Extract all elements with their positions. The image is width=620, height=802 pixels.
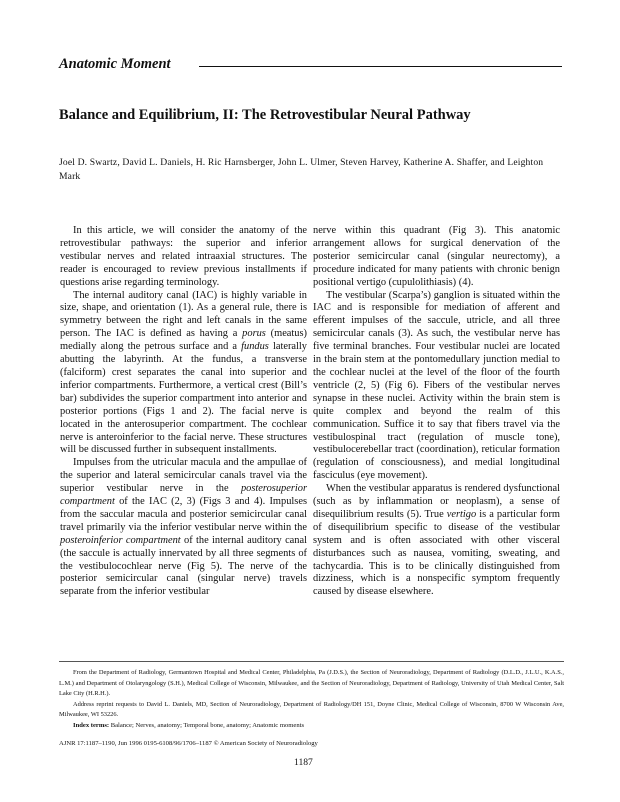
paragraph: The internal auditory canal (IAC) is highly variable in size, shape, and orientation (1). As a general rule, there is symmetry between the right and left canals in the same person. The IAC is defined as having a porus (meatus) medially along the petrous surface and a fundus laterally abutting the labyrinth. At the fundus, a transverse (falciform) crest separates the canal into superior and inferior compartments. Furthermore, a vertical crest (Bill’s bar) subdivides the superior compartment into anterior and posterior portions (Figs 1 and 2). The facial nerve is located in the anterosuperior compartment. The cochlear nerve is anteroinferior to the facial nerve. These structures will be discussed further in subsequent installments.	[60, 289, 308, 456]
paragraph: nerve within this quadrant (Fig 3). This anatomic arrangement allows for surgical denervation of the posterior semicircular canal (singular neurectomy), a procedure indicated for many patients with chronic benign positional vertigo (cupulolithiasis) (4).	[313, 225, 560, 288]
body-column-right	[313, 225, 560, 599]
author-list: Joel D. Swartz, David L. Daniels, H. Ric Harnsberger, John L. Ulmer, Steven Harvey, Katherine A. Shaffer, and Leighton Mark	[59, 157, 544, 182]
paragraph: In this article, we will consider the anatomy of the retrovestibular pathways: the superior and inferior vestibular nerves and related intraaxial structures. The reader is encouraged to review previous installments if questions arise regarding terminology.	[60, 225, 307, 288]
footnote-divider	[59, 661, 564, 662]
section-label: Anatomic Moment	[59, 56, 171, 72]
section-rule	[199, 66, 562, 67]
reprints-note: Address reprint requests to David L. Daniels, MD, Section of Neuroradiology, Department of Radiology/DH 151, Doyne Clinic, Medical College of Wisconsin, 8700 W Wisconsin Ave, Milwaukee, WI 53226.	[59, 700, 564, 718]
footnotes	[59, 668, 564, 731]
affiliations-note: From the Department of Radiology, Germantown Hospital and Medical Center, Philadelphia, Pa (J.D.S.), the Section of Neuroradiology, Department of Radiology (D.L.D., J.L.U., K.A.S., L.M.) and Department of Otolaryngology (S.H.), Medical College of Wisconsin, Milwaukee, and the Section of Neuroradiology, Department of Radiology, University of Utah Medical Center, Salt Lake City (H.R.H.).	[59, 669, 564, 697]
article-title: Balance and Equilibrium, II: The Retrovestibular Neural Pathway	[59, 107, 471, 123]
paragraph: When the vestibular apparatus is rendered dysfunctional (such as by inflammation or neoplasm), a sense of disequilibrium results (5). True vertigo is a particular form of disequilibrium specific to disease of the vestibular system and is often associated with other visceral disturbances such as nausea, vomiting, sweating, and tachycardia. This is to be clinically distinguished from dizziness, which is a nonspecific symptom frequently caused by disease elsewhere.	[313, 483, 560, 598]
paragraph: The vestibular (Scarpa’s) ganglion is situated within the IAC and is responsible for mediation of afferent and efferent impulses of the saccule, utricle, and all three semicircular canals (3). As such, the vestibular nerve has five terminal branches. Four vestibular nuclei are located in the brain stem at the pontomedullary junction medial to the cochlear nuclei at the level of the floor of the fourth ventricle (2, 5) (Fig 6). Fibers of the vestibular nerves synapse in these nuclei. Activity within the brain stem is quite complex and beyond the realm of this communication. Suffice it to say that fibers travel via the vestibulospinal tract (regulation of muscle tone), vestibulocerebellar tract (coordination), reticular formation (regulation of consciousness), and medial longitudinal fasciculus (eye movement).	[313, 289, 560, 482]
page-number: 1187	[294, 757, 313, 768]
section-header	[59, 56, 562, 74]
index-terms: Index terms: Balance; Nerves, anatomy; Temporal bone, anatomy; Anatomic moments	[73, 721, 305, 729]
body-column-left	[60, 225, 307, 599]
paragraph: Impulses from the utricular macula and the ampullae of the superior and lateral semicircular canals travel via the superior vestibular nerve in the posterosuperior compartment of the IAC (2, 3) (Figs 3 and 4). Impulses from the saccular macula and posterior semicircular canal travel primarily via the inferior vestibular nerve within the posteroinferior compartment of the internal auditory canal (the saccule is actually innervated by all three segments of the vestibulocochlear nerve (Fig 5). The nerve of the posterior semicircular canal (singular nerve) travels separate from the inferior vestibular	[60, 457, 307, 598]
journal-citation: AJNR 17:1187–1190, Jun 1996 0195-6108/96/1706–1187 © American Society of Neuroradiology	[59, 740, 318, 747]
